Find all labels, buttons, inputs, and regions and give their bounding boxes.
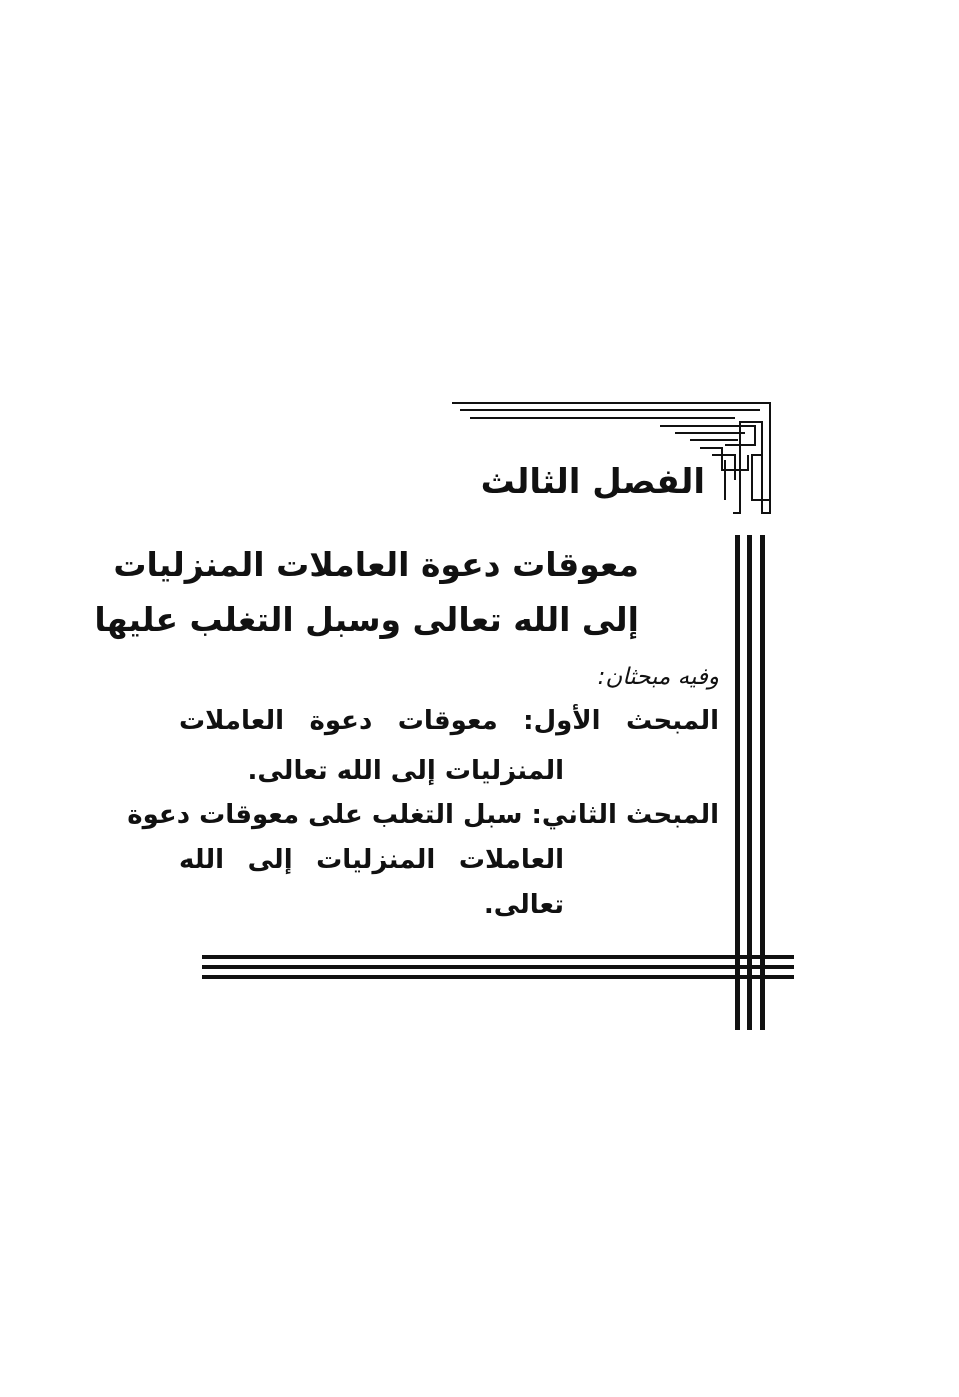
chapter-heading: الفصل الثالث [480, 462, 705, 502]
contents-intro: وفيه مبحثان: [597, 664, 719, 690]
chapter-title-line-1: معوقات دعوة العاملات المنزليات [113, 545, 639, 584]
section-2-line-2: العاملات المنزليات إلى الله [179, 845, 564, 875]
horizontal-bars [202, 955, 794, 979]
section-2-line-3: تعالى. [483, 890, 564, 920]
section-1-line-1: المبحث الأول: معوقات دعوة العاملات [179, 706, 719, 736]
chapter-title-line-2: إلى الله تعالى وسبل التغلب عليها [94, 600, 639, 639]
section-1-line-2: المنزليات إلى الله تعالى. [247, 756, 564, 786]
section-2-line-1: المبحث الثاني: سبل التغلب على معوقات دعوة [127, 800, 719, 830]
